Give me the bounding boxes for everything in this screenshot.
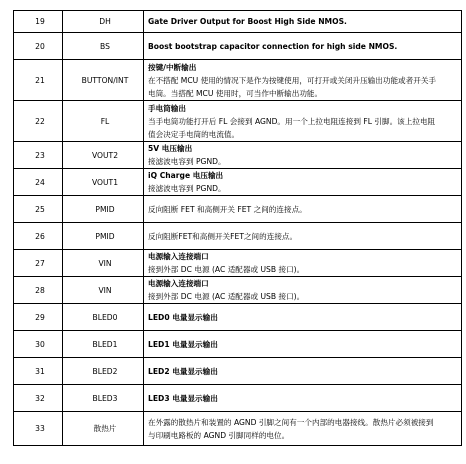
- pin-description: [144, 277, 462, 304]
- pin-name: VOUT2: [63, 142, 144, 169]
- pin-name: BLED2: [63, 358, 144, 385]
- description-text: 接到外部 DC 电源 (AC 适配器或 USB 接口)。: [148, 292, 305, 301]
- pin-name: BLED3: [63, 385, 144, 412]
- description-heading: LED3 电量显示输出: [148, 393, 218, 403]
- pin-name: BUTTON/INT: [63, 60, 144, 101]
- pin-description: [144, 60, 462, 101]
- pin-number: 31: [14, 358, 63, 385]
- pin-description: [144, 385, 462, 412]
- table-row: [14, 385, 462, 412]
- description-text: 当手电筒功能打开后 FL 会接到 AGND。用一个上拉电阻连接到 FL 引脚。该上拉电阻: [148, 116, 436, 126]
- description-heading: 5V 电压输出: [148, 144, 193, 153]
- table-row: [14, 304, 462, 331]
- pin-number: 26: [14, 223, 63, 250]
- description-heading: 电源输入连接端口: [148, 252, 209, 261]
- description-text: 接滤波电容到 PGND。: [148, 157, 226, 166]
- description-text: 接到外部 DC 电源 (AC 适配器或 USB 接口)。: [148, 265, 305, 274]
- pin-name: BLED0: [63, 304, 144, 331]
- pin-description: [144, 223, 462, 250]
- pin-description: [144, 11, 462, 33]
- table-row: [14, 11, 462, 33]
- description-text: 反向阻断 FET 和高侧开关 FET 之间的连接点。: [148, 204, 307, 214]
- table-row: [14, 60, 462, 101]
- pin-name: PMID: [63, 223, 144, 250]
- description-heading: LED2 电量显示输出: [148, 366, 218, 376]
- pin-description: [144, 412, 462, 446]
- pin-name: PMID: [63, 196, 144, 223]
- pin-number: 32: [14, 385, 63, 412]
- pin-name: FL: [63, 101, 144, 142]
- description-heading: Boost bootstrap capacitor connection for high side NMOS.: [148, 41, 398, 51]
- pin-name: BS: [63, 33, 144, 60]
- description-heading: Gate Driver Output for Boost High Side NMOS.: [148, 17, 347, 26]
- description-text: 在不搭配 MCU 使用的情况下是作为按键使用，可打开或关闭升压输出功能或者开关手: [148, 75, 437, 85]
- pin-number: 33: [14, 412, 63, 446]
- pin-description: [144, 33, 462, 60]
- table-row: [14, 142, 462, 169]
- description-text: 接滤波电容到 PGND。: [148, 184, 226, 193]
- description-text: 值会决定手电筒的电流值。: [148, 129, 240, 139]
- pin-number: 27: [14, 250, 63, 277]
- pin-description-table: [13, 10, 462, 446]
- table-row: [14, 223, 462, 250]
- pin-description: [144, 142, 462, 169]
- table-row: [14, 358, 462, 385]
- pin-number: 28: [14, 277, 63, 304]
- description-text: 在外露的散热片和装置的 AGND 引脚之间有一个内部的电器接线。散热片必须被接到: [148, 417, 434, 427]
- pin-name: VIN: [63, 277, 144, 304]
- pin-number: 29: [14, 304, 63, 331]
- description-heading: LED0 电量显示输出: [148, 312, 218, 322]
- description-text: 与印刷电路板的 AGND 引脚同样的电位。: [148, 430, 290, 440]
- pin-name: VOUT1: [63, 169, 144, 196]
- table-row: [14, 33, 462, 60]
- table-row: [14, 331, 462, 358]
- pin-number: 24: [14, 169, 63, 196]
- description-heading: 按键/中断输出: [148, 62, 197, 72]
- description-heading: 手电筒输出: [148, 103, 186, 113]
- table-row: [14, 196, 462, 223]
- pin-number: 23: [14, 142, 63, 169]
- pin-description: [144, 250, 462, 277]
- description-heading: LED1 电量显示输出: [148, 339, 218, 349]
- table-row: [14, 101, 462, 142]
- description-heading: 电源输入连接端口: [148, 279, 209, 288]
- pin-name: DH: [63, 11, 144, 33]
- pin-number: 22: [14, 101, 63, 142]
- pin-number: 30: [14, 331, 63, 358]
- table-row: [14, 169, 462, 196]
- table-row: [14, 277, 462, 304]
- pin-description: [144, 358, 462, 385]
- pin-number: 25: [14, 196, 63, 223]
- description-text: 反向阻断FET和高侧开关FET之间的连接点。: [148, 231, 298, 241]
- pin-description: [144, 169, 462, 196]
- description-heading: iQ Charge 电压输出: [148, 171, 224, 180]
- description-text: 电筒。当搭配 MCU 使用时，可当作中断输出功能。: [148, 88, 323, 98]
- pin-description: [144, 101, 462, 142]
- pin-description: [144, 304, 462, 331]
- pin-name: 散热片: [63, 412, 144, 446]
- table-row: [14, 250, 462, 277]
- pin-table-body: [14, 11, 462, 446]
- pin-description: [144, 196, 462, 223]
- table-row: [14, 412, 462, 446]
- pin-description: [144, 331, 462, 358]
- pin-number: 20: [14, 33, 63, 60]
- pin-number: 21: [14, 60, 63, 101]
- pin-number: 19: [14, 11, 63, 33]
- pin-name: VIN: [63, 250, 144, 277]
- pin-name: BLED1: [63, 331, 144, 358]
